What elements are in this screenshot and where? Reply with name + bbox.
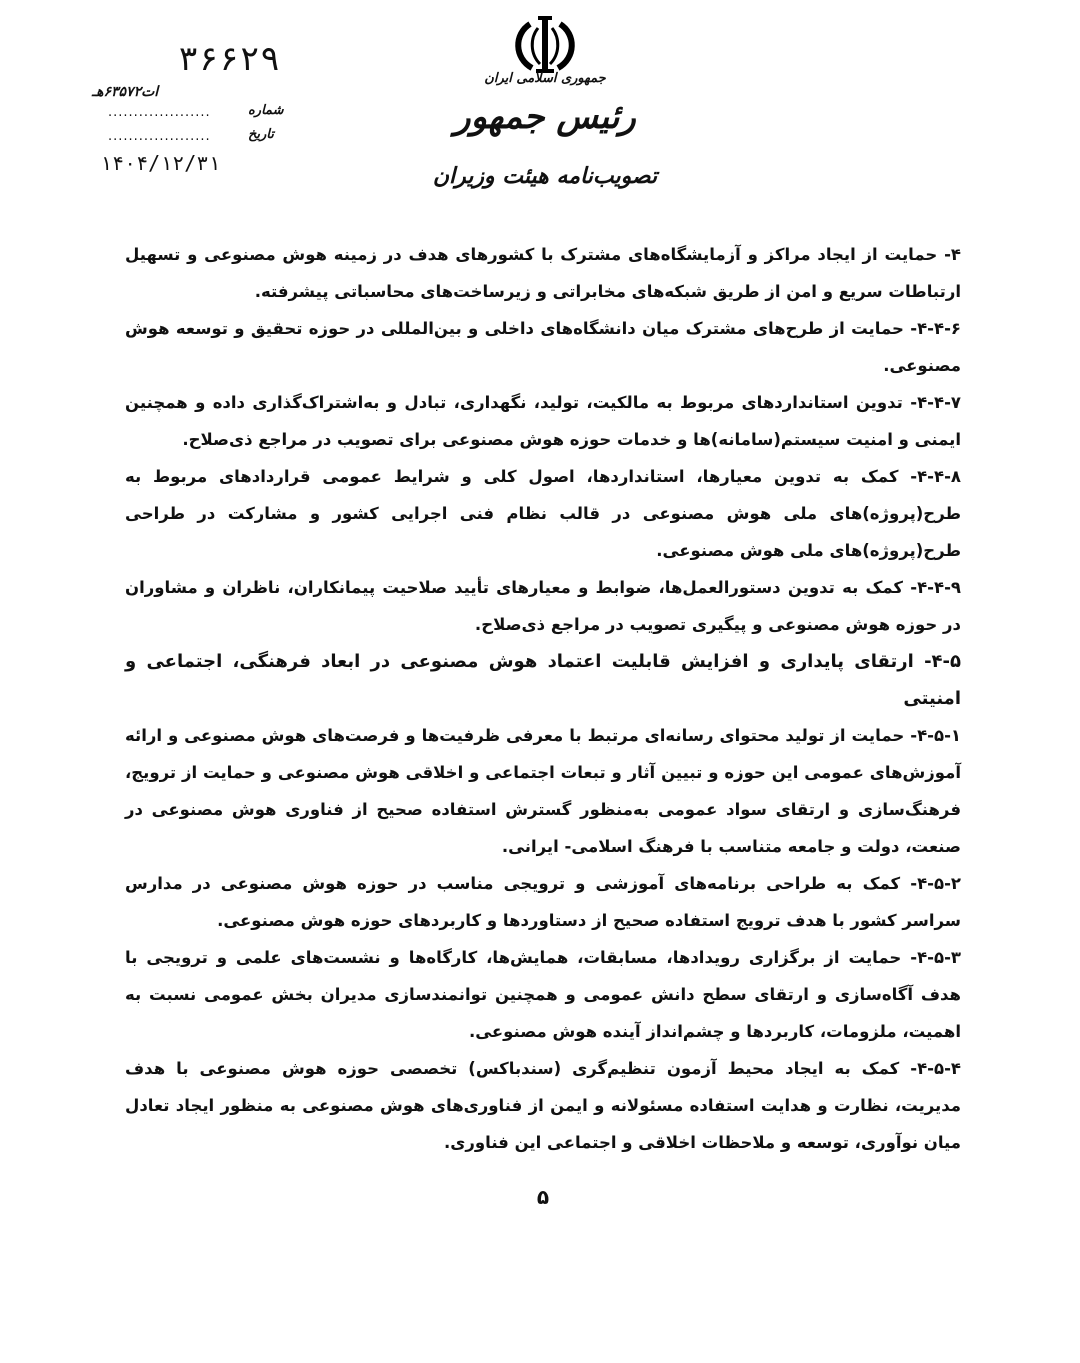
country-name: جمهوری اسلامی ایران (484, 71, 606, 86)
paragraph: ۴- حمایت از ایجاد مراکز و آزمایشگاه‌های مشترک با کشورهای هدف در زمینه هوش مصنوعی و تسهیل ارتباطات سریع و امن از طریق شبکه‌های مخابراتی و زیرساخت‌های محاسباتی پیشرفته. (125, 245, 961, 301)
number-dots: .................... (108, 105, 211, 120)
paragraph: ۴-۴-۷- تدوین استانداردهای مربوط به مالکیت، تولید، نگهداری، تبادل و به‌اشتراک‌گذاری داده و همچنین ایمنی و امنیت سیستم(سامانه)ها و خدمات حوزه هوش مصنوعی برای تصویب در مراجع ذی‌صلاح. (125, 393, 961, 449)
letter-number: ۳۶۶۲۹ (178, 39, 281, 79)
document-type: تصویب‌نامه هیئت وزیران (432, 163, 658, 189)
section-heading: ۴-۵- ارتقای پایداری و افزایش قابلیت اعتماد هوش مصنوعی در ابعاد فرهنگی، اجتماعی و امنیتی (125, 651, 961, 709)
paragraph: ۴-۵-۴- کمک به ایجاد محیط آزمون تنظیم‌گری (سندباکس) تخصصی حوزه هوش مصنوعی با هدف مدیریت، نظارت و هدایت استفاده مسئولانه و ایمن از فناوری‌های هوش مصنوعی به منظور ایجاد تعادل میان نوآوری، توسعه و ملاحظات اخلاقی و اجتماعی این فناوری. (125, 1059, 961, 1152)
reference-code: ات۶۳۵۷۲هـ (92, 84, 159, 100)
page-content (125, 236, 961, 1209)
date-label: تاریخ (248, 127, 274, 142)
paragraph: ۴-۵-۳- حمایت از برگزاری رویدادها، مسابقات، همایش‌ها، کارگاه‌ها و نشست‌های علمی و ترویجی با هدف آگاه‌سازی و ارتقای سطح دانش عمومی و همچنین توانمندسازی مدیران بخش عمومی نسبت به اهمیت، ملزومات، کاربردها و چشم‌انداز آینده هوش مصنوعی. (125, 948, 961, 1041)
office-title: رئیس جمهور (454, 97, 636, 137)
paragraph: ۴-۴-۸- کمک به تدوین معیارها، استانداردها، اصول کلی و شرایط عمومی قراردادهای مربوط به طرح(پروژه)های ملی هوش مصنوعی در قالب نظام فنی اجرایی کشور و مشارکت در طراحی طرح(پروژه)های ملی هوش مصنوعی. (125, 467, 961, 560)
document-body (125, 236, 961, 1161)
letter-date: ۱۴۰۴/۱۲/۳۱ (100, 151, 221, 175)
paragraph: ۴-۴-۹- کمک به تدوین دستورالعمل‌ها، ضوابط و معیارهای تأیید صلاحیت پیمانکاران، ناظران و مشاوران در حوزه هوش مصنوعی و پیگیری تصویب در مراجع ذی‌صلاح. (125, 578, 961, 634)
paragraph: ۴-۵-۲- کمک به طراحی برنامه‌های آموزشی و ترویجی مناسب در حوزه هوش مصنوعی در مدارس سراسر کشور با هدف ترویج استفاده صحیح از دستاوردها و کاربردهای حوزه هوش مصنوعی. (125, 874, 961, 930)
number-label: شماره (248, 103, 284, 118)
paragraph: ۴-۴-۶- حمایت از طرح‌های مشترک میان دانشگاه‌های داخلی و بین‌المللی در حوزه تحقیق و توسعه هوش مصنوعی. (125, 319, 961, 375)
page-number: ۵ (536, 1185, 550, 1209)
paragraph: ۴-۵-۱- حمایت از تولید محتوای رسانه‌ای مرتبط با معرفی ظرفیت‌ها و فرصت‌های هوش مصنوعی و ارائه آموزش‌های عمومی این حوزه و تبیین آثار و تبعات اجتماعی و اخلاقی هوش مصنوعی و حمایت از ترویج، فرهنگ‌سازی و ارتقای سواد عمومی به‌منظور گسترش استفاده صحیح از فناوری هوش مصنوعی در صنعت، دولت و جامعه متناسب با فرهنگ اسلامی- ایرانی. (125, 726, 961, 856)
date-dots: .................... (108, 129, 211, 144)
iran-emblem-logo (508, 14, 582, 76)
